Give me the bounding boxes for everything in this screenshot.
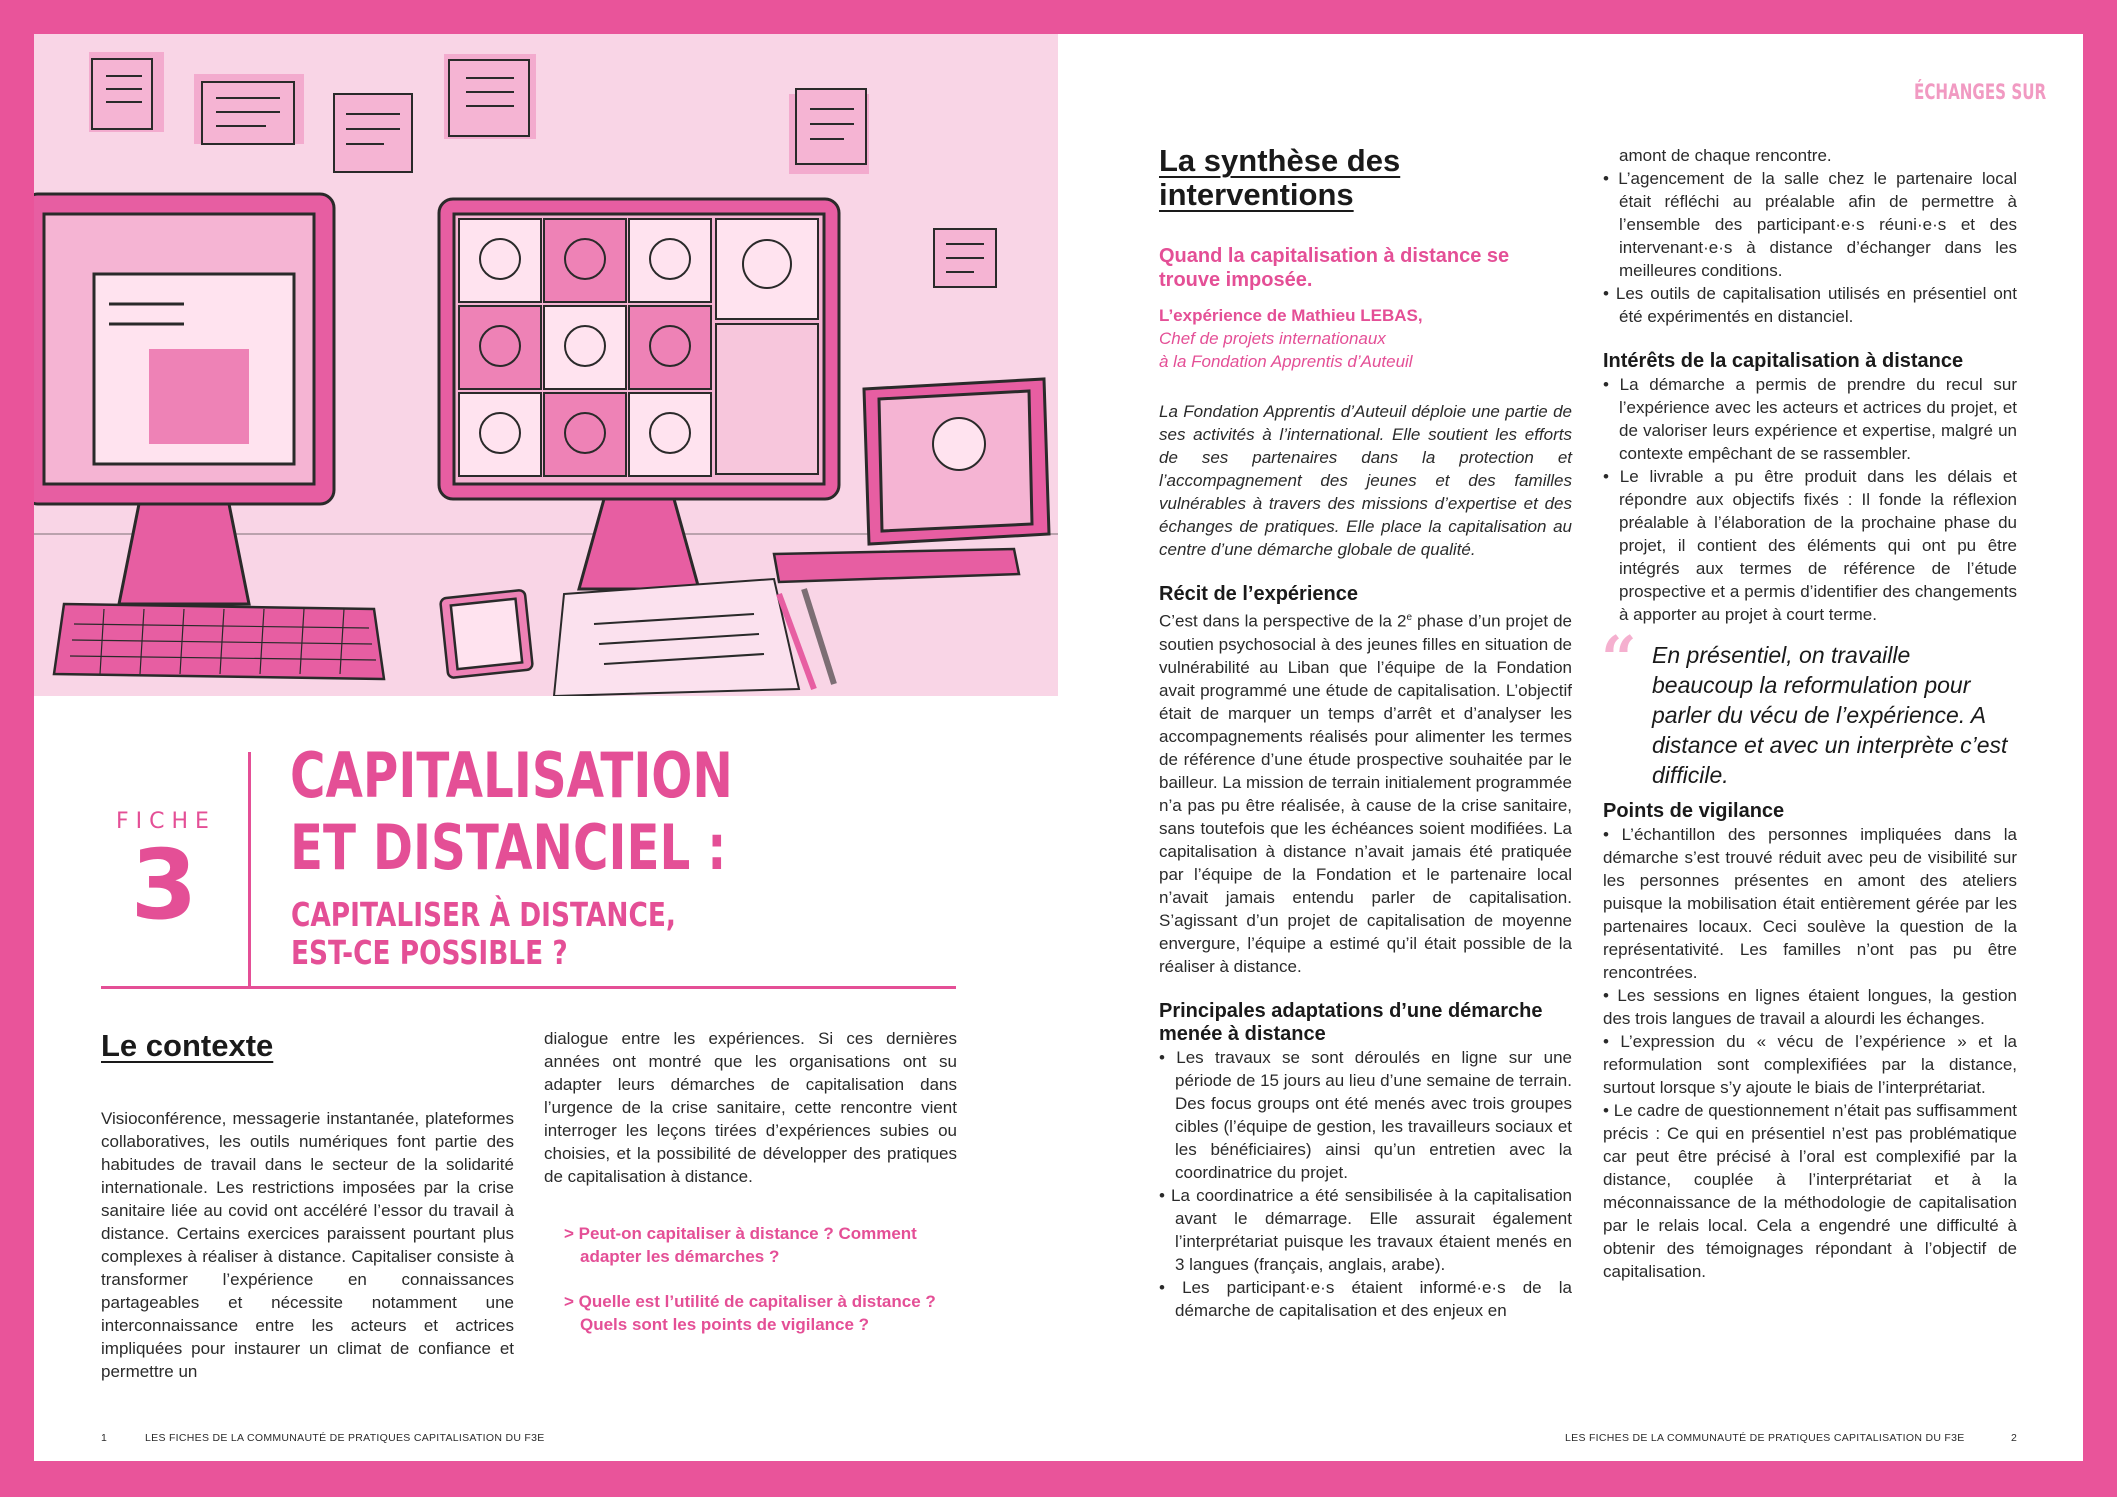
main-title-line-1: CAPITALISATION: [290, 739, 733, 812]
list-item: • Le livrable a pu être produit dans les délais et répondre aux objectifs fixés : Il fonde la réflexion préalable à l’élaboration de la prochaine phase du projet, il contient des éléments qui ont pu être intégrés aux termes de référence de l’étude prospective et a permis d’identifier des changements à apporter au projet à court terme.: [1603, 467, 2017, 624]
list-item: • Les outils de capitalisation utilisés en présentiel ont été expérimentés en distanciel.: [1603, 284, 2017, 326]
author-title-line-2: à la Fondation Apprentis d’Auteuil: [1159, 352, 1413, 371]
horizontal-divider: [101, 986, 956, 989]
quote-text: En présentiel, on travaille beaucoup la reformulation pour parler du vécu de l’expérience. A distance et avec un interprète c’est difficile.: [1652, 642, 2008, 788]
synthesis-column-2: [1603, 144, 2017, 1283]
question-1: > Peut-on capitaliser à distance ? Comment adapter les démarches ?: [564, 1224, 917, 1266]
synthesis-subheading: Quand la capitalisation à distance se trouve imposée.: [1159, 245, 1510, 291]
vertical-divider: [248, 752, 251, 988]
vigilance-list: [1603, 823, 2017, 1283]
main-subtitle: [291, 896, 676, 972]
recit-text-start: C’est dans la perspective de la 2: [1159, 611, 1407, 631]
intro-paragraph: La Fondation Apprentis d’Auteuil déploie une partie de ses activités à l’international. Elle soutient les efforts de ses partenaires dans la protection et l’accompagnement des jeunes et des familles vulnérables à travers des missions d’expertise et des échanges de pratiques. Elle place la capitalisation au centre d’une démarche globale de qualité.: [1159, 402, 1572, 559]
adaptations-list: [1159, 1046, 1572, 1322]
footer-running-text-right: LES FICHES DE LA COMMUNAUTÉ DE PRATIQUES CAPITALISATION DU F3E: [1565, 1432, 1965, 1444]
main-subtitle-line-1: CAPITALISER À DISTANCE,: [291, 895, 676, 934]
question-2: > Quelle est l’utilité de capitaliser à distance ? Quels sont les points de vigilance ?: [564, 1292, 936, 1334]
footer-running-text-left: LES FICHES DE LA COMMUNAUTÉ DE PRATIQUES CAPITALISATION DU F3E: [145, 1432, 545, 1444]
recit-paragraph: [1159, 606, 1572, 978]
recit-superscript: e: [1406, 612, 1413, 623]
quote-mark-icon: “: [1601, 622, 1637, 695]
list-item: • Les travaux se sont déroulés en ligne sur une période de 15 jours au lieu d’une semaine de terrain. Des focus groups ont été menés avec trois groupes cibles (l’équipe de gestion, les travailleurs sociaux et les bénéficiaires) ainsi qu’un entretien avec la coordinatrice du projet.: [1159, 1047, 1572, 1182]
interets-heading: Intérêts de la capitalisation à distance: [1603, 350, 1964, 372]
recit-text-rest: phase d’un projet de soutien psychosocial à des jeunes filles en situation de vulnérabilité au Liban que l’équipe de la Fondation avait programmé une étude de capitalisation. L’objectif était de marquer un temps d’arrêt et d’analyser les accompagnements réalisés pour alimenter les termes de référence d’une étude prospective souhaitée par le bailleur. La mission de terrain initialement programmée n’a pas pu être réalisée, à cause de la crise sanitaire, sans toutefois que les échéances soient modifiées. La capitalisation à distance n’avait jamais été pratiquée par l’équipe de la Fondation et le partenaire local n’avait jamais entendu parler de capitalisation. S’agissant d’un projet de capitalisation de moyenne envergure, l’équipe a estimé qu’il était possible de la réaliser à distance.: [1159, 611, 1572, 976]
footer-page-number-left: 1: [101, 1432, 108, 1444]
main-title-line-2: ET DISTANCIEL :: [290, 811, 727, 884]
list-item: • L’agencement de la salle chez le partenaire local était réfléchi au préalable afin de permettre à l’ensemble des participant·e·s réuni·e·s et des intervenant·e·s à distance d’échanger dans les meilleures conditions.: [1603, 169, 2017, 280]
list-item: • L’échantillon des personnes impliquées dans la démarche s’est trouvé réduit avec peu de visibilité sur les personnes présentes en amont des ateliers puisque la mobilisation était entièrement gérée par les partenaires locaux. Ceci soulève la question de la représentativité. Les familles n’ont pas pu être rencontrées.: [1603, 825, 2017, 982]
synthesis-column-1: [1159, 244, 1572, 1322]
pull-quote: [1601, 622, 2017, 790]
interets-list: [1603, 373, 2017, 626]
list-item: • Le cadre de questionnement n’était pas suffisamment précis : Ce qui en présentiel n’est pas problématique car peut être précisé à l’oral est complexifié par la distance, couplée à l’interprétariat et à la méconnaissance de la méthodologie de capitalisation par le relais local. Cela a engendré une difficulté à obtenir des témoignages répondant à l’objectif de capitalisation.: [1603, 1101, 2017, 1281]
main-title: [290, 740, 733, 884]
left-page: [34, 34, 1058, 1461]
videoconference-workspace-illustration: [34, 34, 1058, 696]
list-item: • L’expression du « vécu de l’expérience » et la reformulation sont complexifiées par la distance, surtout lorsque s’y ajoute le biais de l’interprétariat.: [1603, 1032, 2017, 1097]
tablet-device: [864, 379, 1049, 544]
fiche-label: FICHE: [116, 809, 216, 834]
running-head: ÉCHANGES SUR: [1914, 80, 2047, 104]
author-block: [1159, 304, 1572, 373]
list-item: • Les sessions en lignes étaient longues, la gestion des trois langues de travail a alourdi les échanges.: [1603, 986, 2017, 1028]
context-column-1: Visioconférence, messagerie instantanée, plateformes collaboratives, les outils numériques font partie des habitudes de travail dans le secteur de la solidarité internationale. Les restrictions imposées par la crise sanitaire liée au covid ont accéléré l’essor du travail à distance. Certains exercices paraissent pourtant plus complexes à réaliser à distance. Capitaliser consiste à transformer l’expérience en connaissances partageables et nécessite notamment une interconnaissance entre les acteurs et actrices impliquées pour instaurer un climat de confiance et permettre un: [101, 1109, 514, 1381]
vigilance-heading: Points de vigilance: [1603, 800, 1785, 822]
list-item: • La coordinatrice a été sensibilisée à la capitalisation avant le démarrage. Elle assurait également l’interprétariat puisque les travaux étaient menés en 3 langues (français, anglais, arabe).: [1159, 1185, 1572, 1274]
footer-page-number-right: 2: [2011, 1432, 2018, 1444]
list-item: • Les participant·e·s étaient informé·e·s de la démarche de capitalisation et des enjeux en: [1159, 1277, 1572, 1320]
fiche-number: 3: [130, 829, 198, 941]
continued-list: [1603, 144, 2017, 328]
main-subtitle-line-2: EST-CE POSSIBLE ?: [291, 933, 568, 972]
adaptations-heading: Principales adaptations d’une démarche menée à distance: [1159, 999, 1543, 1045]
synthesis-heading: La synthèse des interventions: [1159, 143, 1401, 212]
context-column-2: dialogue entre les expériences. Si ces dernières années ont montré que les organisations ont su adapter leurs démarches de capitalisation dans l’urgence de la crise sanitaire, cette rencontre vient interroger les leçons tirées d’expériences subies ou choisies, et la possibilité de développer des pratiques de capitalisation à distance.: [544, 1029, 957, 1186]
context-heading: Le contexte: [101, 1028, 274, 1063]
phone-device: [440, 590, 533, 678]
author-title-line-1: Chef de projets internationaux: [1159, 329, 1386, 348]
author-name: L’expérience de Mathieu LEBAS,: [1159, 306, 1423, 325]
document-spread: [34, 34, 2083, 1461]
list-item: amont de chaque rencontre.: [1619, 146, 1832, 165]
list-item: • La démarche a permis de prendre du recul sur l’expérience avec les acteurs et actrices du projet, et de valoriser leurs expérience et expertise, malgré un contexte empêchant de se rassembler.: [1603, 375, 2017, 463]
recit-heading: Récit de l’expérience: [1159, 583, 1358, 605]
key-questions: [564, 1222, 964, 1358]
